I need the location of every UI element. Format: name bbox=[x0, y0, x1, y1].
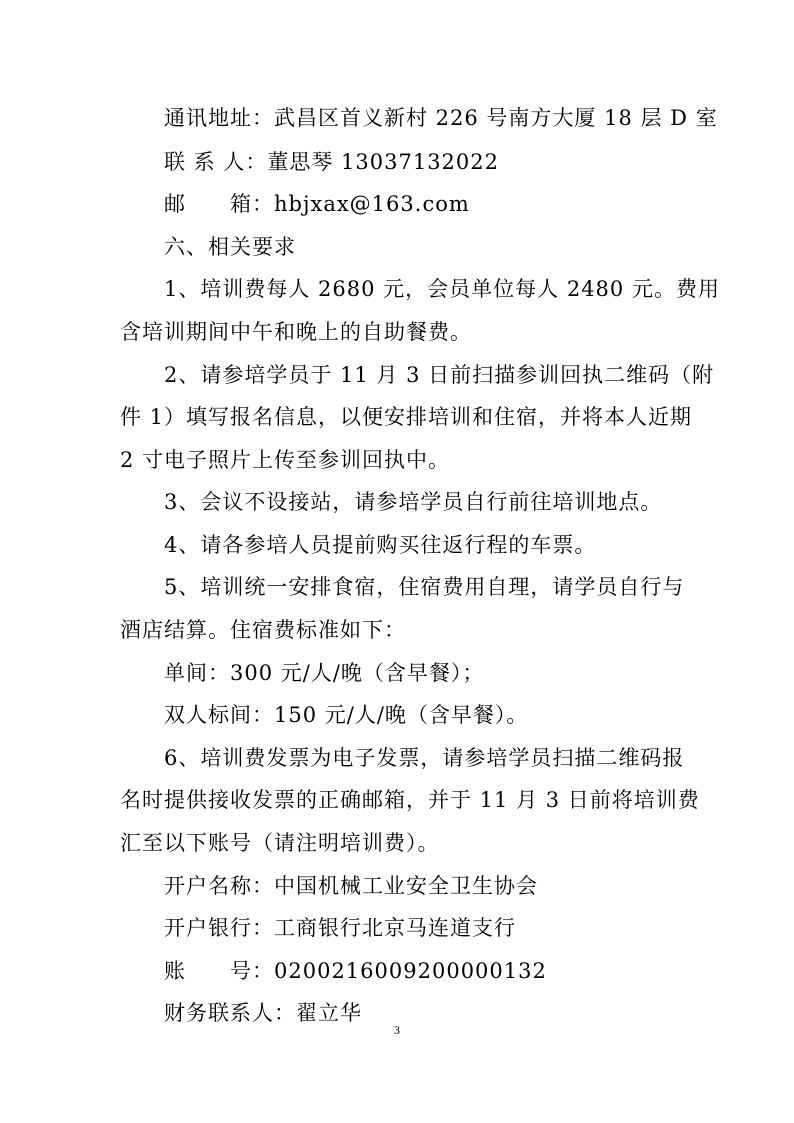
email-line: 邮 箱：hbjxax@163.com bbox=[164, 192, 470, 216]
section-heading: 六、相关要求 bbox=[164, 235, 296, 259]
req-1-line-1: 1、培训费每人 2680 元，会员单位每人 2480 元。费用 bbox=[164, 277, 720, 301]
req-6-line-1: 6、培训费发票为电子发票，请参培学员扫描二维码报 bbox=[164, 746, 685, 770]
req-3-line-1: 3、会议不设接站，请参培学员自行前往培训地点。 bbox=[164, 490, 663, 514]
req-2-line-1: 2、请参培学员于 11 月 3 日前扫描参训回执二维码（附 bbox=[164, 363, 715, 387]
account-name-line: 开户名称：中国机械工业安全卫生协会 bbox=[164, 874, 538, 898]
req-6-line-3: 汇至以下账号（请注明培训费）。 bbox=[120, 831, 440, 855]
contact-person-line: 联 系 人：董思琴 13037132022 bbox=[164, 150, 499, 174]
req-2-line-3: 2 寸电子照片上传至参训回执中。 bbox=[120, 448, 451, 472]
double-room-rate: 双人标间：150 元/人/晚（含早餐）。 bbox=[164, 703, 529, 727]
req-4-line-1: 4、请各参培人员提前购买往返行程的车票。 bbox=[164, 533, 597, 557]
req-5-line-2: 酒店结算。住宿费标准如下： bbox=[120, 618, 406, 642]
req-1-line-2: 含培训期间中午和晚上的自助餐费。 bbox=[120, 320, 472, 344]
page-number: 3 bbox=[394, 1023, 400, 1037]
bank-name-line: 开户银行：工商银行北京马连道支行 bbox=[164, 916, 516, 940]
address-line: 通讯地址：武昌区首义新村 226 号南方大厦 18 层 D 室 bbox=[164, 106, 718, 130]
req-2-line-2: 件 1）填写报名信息，以便安排培训和住宿，并将本人近期 bbox=[120, 405, 693, 429]
single-room-rate: 单间：300 元/人/晚（含早餐）； bbox=[164, 661, 485, 685]
req-5-line-1: 5、培训统一安排食宿，住宿费用自理，请学员自行与 bbox=[164, 575, 685, 599]
account-number-line: 账 号：0200216009200000132 bbox=[164, 959, 547, 983]
req-6-line-2: 名时提供接收发票的正确邮箱，并于 11 月 3 日前将培训费 bbox=[120, 788, 700, 812]
finance-contact-line: 财务联系人：翟立华 bbox=[164, 1001, 362, 1025]
